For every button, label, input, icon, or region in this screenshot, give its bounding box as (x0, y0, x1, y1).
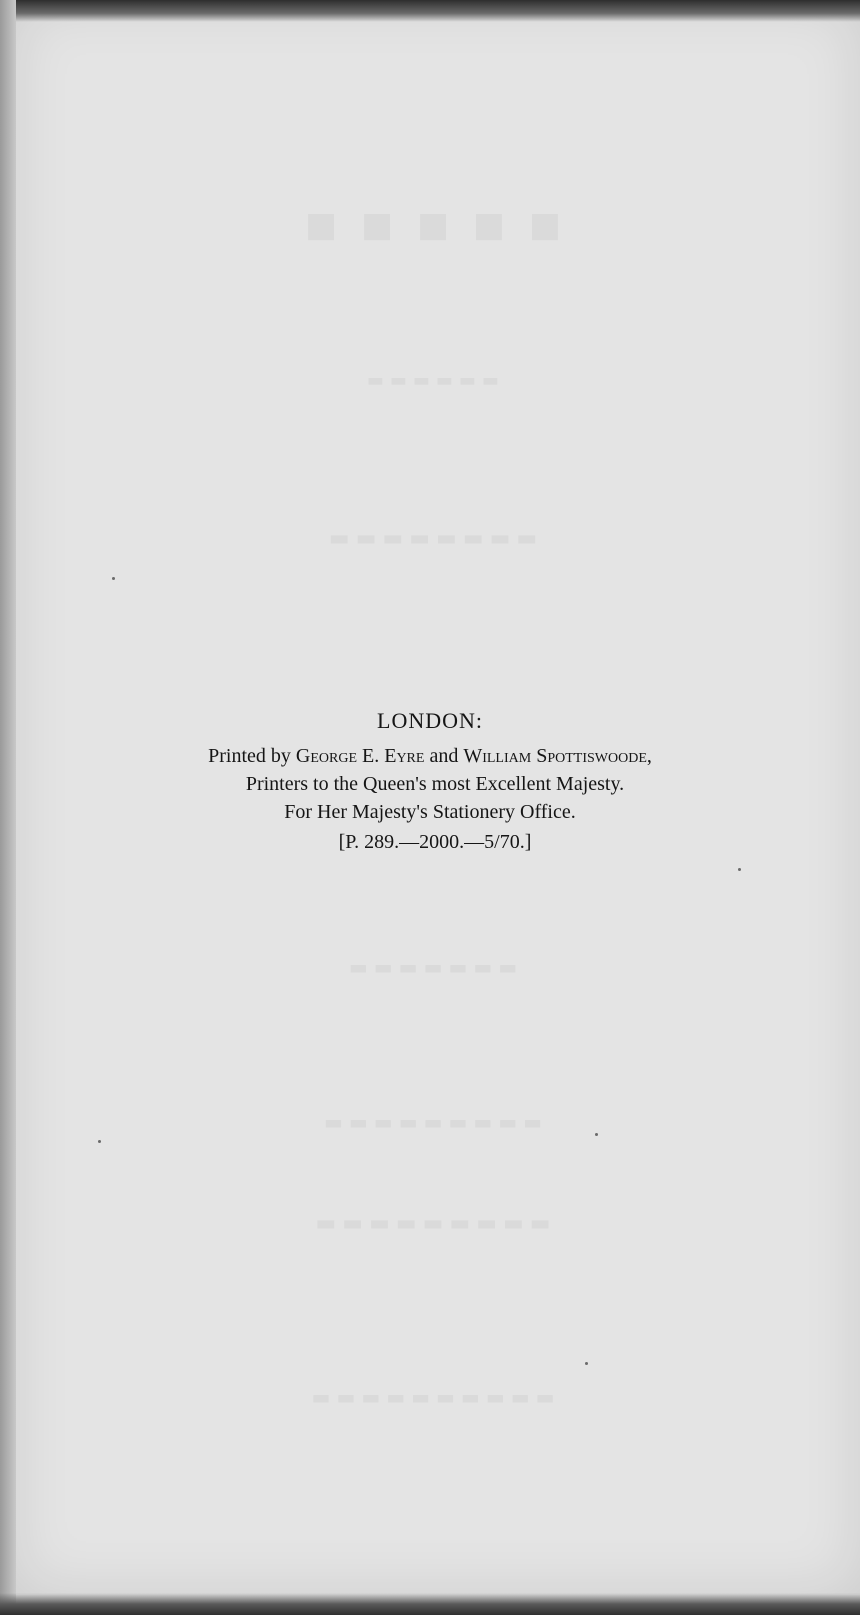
paper-speck (595, 1133, 598, 1136)
show-through-decoration: ▬▬▬▬▬▬ (360, 370, 500, 391)
paper-speck (585, 1362, 588, 1365)
imprint-office-line: For Her Majesty's Stationery Office. (284, 801, 576, 823)
paper-speck (738, 868, 741, 871)
paper-speck (98, 1140, 101, 1143)
show-through-decoration: ▬▬▬▬▬▬▬▬▬ (309, 1210, 551, 1236)
imprint-printed-by-line (0, 742, 860, 770)
printer-imprint (0, 708, 860, 856)
show-through-decoration: ▬▬▬▬▬▬▬▬▬▬ (305, 1385, 555, 1409)
show-through-decoration: ▬▬▬▬▬▬▬▬ (322, 525, 538, 551)
printer-conjunction: and (429, 745, 459, 767)
imprint-reference: [P. 289.—2000.—5/70.] (338, 831, 532, 853)
show-through-decoration: ▬▬▬▬▬▬▬ (342, 955, 518, 979)
show-through-decoration: ▬▬▬▬▬▬▬▬▬ (317, 1110, 543, 1134)
printer-two-name: William Spottiswoode, (463, 745, 652, 767)
imprint-city: LONDON: (377, 708, 483, 733)
imprint-printers-line: Printers to the Queen's most Excellent Majesty. (245, 773, 625, 795)
printer-one-name: George E. Eyre (295, 745, 425, 767)
paper-speck (112, 577, 115, 580)
printed-by-prefix: Printed by (208, 745, 291, 767)
scan-edge-bottom (0, 1593, 860, 1615)
scan-edge-top (0, 0, 860, 22)
show-through-decoration: ■ ■ ■ ■ ■ (299, 205, 561, 245)
